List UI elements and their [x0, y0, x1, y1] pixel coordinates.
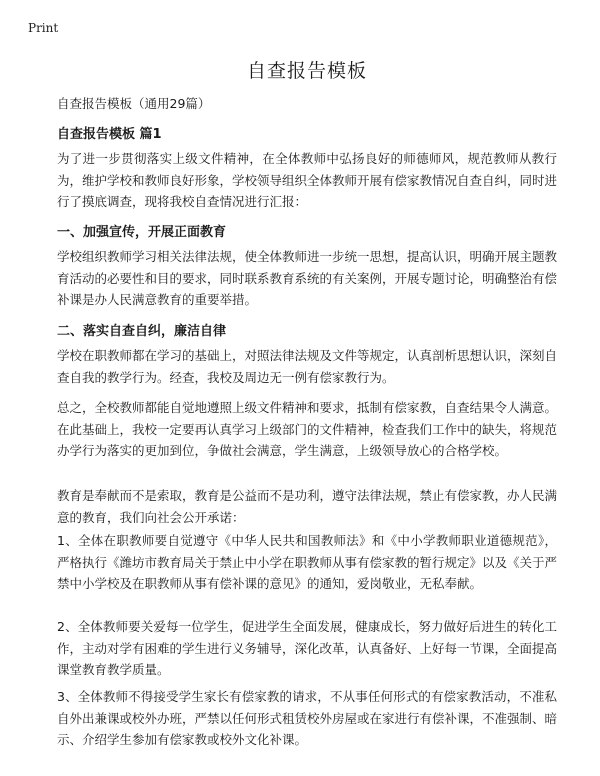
paragraph-publicity: 学校组织教师学习相关法律法规，使全体教师进一步统一思想，提高认识，明确开展主题教育活动的必要性和目的要求，同时联系教育系统的有关案例，开展专题讨论，明确整治有偿补课是办人民满意教育的重要举措。 — [57, 249, 558, 307]
print-link[interactable]: Print — [28, 21, 59, 35]
commitment-item-1: 1、全体在职教师要自觉遵守《中华人民共和国教师法》和《中小学教师职业道德规范》，严格执行《潍坊市教育局关于禁止中小学在职教师从事有偿家教的暂行规定》以及《关于严禁中小学校及在职教师从事有偿补课的意见》的通知，爱岗敬业，无私奉献。 — [57, 533, 558, 591]
paragraph-intro: 为了进一步贯彻落实上级文件精神，在全体教师中弘扬良好的师德师风，规范教师从教行为，维护学校和教师良好形象，学校领导组织全体教师开展有偿家教情况自查自纠，同时进行了摸底调查，现将我校自查情况进行汇报： — [57, 151, 558, 209]
paragraph-self-check: 学校在职教师都在学习的基础上，对照法律法规及文件等规定，认真剖析思想认识，深刻自查自我的教学行为。经查，我校及周边无一例有偿家教行为。 — [57, 348, 558, 385]
section-heading: 自查报告模板 篇1 — [57, 127, 162, 142]
paragraph-commitment-intro: 教育是奉献而不是索取，教育是公益而不是功利，遵守法律法规，禁止有偿家教，办人民满意的教育，我们向社会公开承诺： — [57, 488, 558, 525]
page-title: 自查报告模板 — [246, 60, 367, 82]
document-subtitle: 自查报告模板（通用29篇） — [57, 96, 211, 111]
paragraph-summary: 总之，全校教师都能自觉地遵照上级文件精神和要求，抵制有偿家教，自查结果令人满意。在此基础上，我校一定要再认真学习上级部门的文件精神，检查我们工作中的缺失，将规范办学行为落实的更加到位，争做社会满意，学生满意，上级领导放心的合格学校。 — [57, 400, 558, 458]
subheading-self-check: 二、落实自查自纠，廉洁自律 — [57, 324, 227, 339]
commitment-item-2: 2、全体教师要关爱每一位学生，促进学生全面发展，健康成长，努力做好后进生的转化工作，主动对学有困难的学生进行义务辅导，深化改革，认真备好、上好每一节课，全面提高课堂教育教学质量。 — [57, 619, 558, 677]
commitment-item-3: 3、全体教师不得接受学生家长有偿家教的请求，不从事任何形式的有偿家教活动，不准私自外出兼课或校外办班，严禁以任何形式租赁校外房屋或在家进行有偿补课，不准强制、暗示、介绍学生参加有偿家教或校外文化补课。 — [57, 689, 558, 747]
subheading-publicity: 一、加强宣传，开展正面教育 — [57, 225, 227, 240]
